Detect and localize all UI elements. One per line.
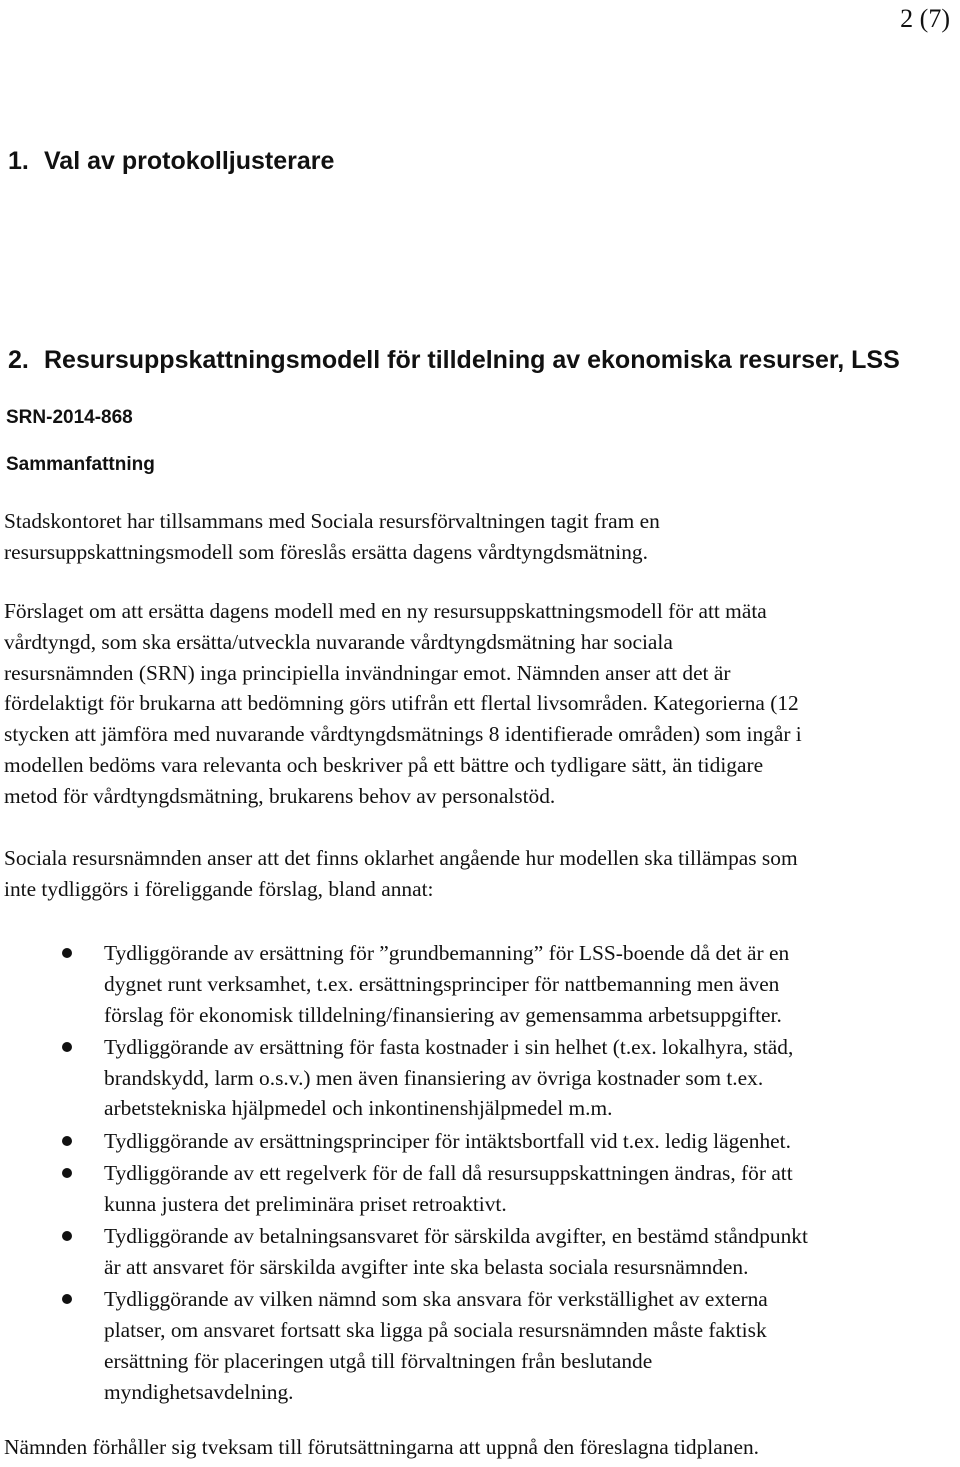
list-item-line: dygnet runt verksamhet, t.ex. ersättningsprinciper för nattbemanning men även	[104, 971, 780, 996]
section-2-title: Resursuppskattningsmodell för tilldelning av ekonomiska resurser, LSS	[44, 346, 900, 374]
list-item-line: Tydliggörande av ersättningsprinciper för intäktsbortfall vid t.ex. ledig lägenhet.	[104, 1128, 791, 1153]
list-item-line: förslag för ekonomisk tilldelning/finansiering av gemensamma arbetsuppgifter.	[104, 1002, 782, 1027]
paragraph-line: vårdtyngd, som ska ersätta/utveckla nuvarande vårdtyngdsmätning har sociala	[4, 629, 673, 654]
concerns-paragraph	[4, 843, 952, 905]
list-item	[0, 1126, 960, 1157]
list-item	[0, 1032, 960, 1124]
proposal-paragraph	[4, 596, 952, 812]
paragraph-line: Sociala resursnämnden anser att det finns oklarhet angående hur modellen ska tillämpas som	[4, 846, 798, 870]
list-item-line: platser, om ansvaret fortsatt ska ligga på sociala resursnämnden måste faktisk	[104, 1318, 767, 1343]
list-item-line: Tydliggörande av ett regelverk för de fall då resursuppskattningen ändras, för att	[104, 1161, 793, 1186]
list-item	[0, 938, 960, 1030]
paragraph-line: modellen bedöms vara relevanta och beskriver på ett bättre och tydligare sätt, än tidigare	[4, 752, 764, 777]
page-number: 2 (7)	[900, 4, 950, 33]
bullet-icon	[62, 1168, 72, 1178]
list-item-line: ersättning för placeringen utgå till förvaltningen från beslutande	[104, 1348, 653, 1373]
paragraph-line: fördelaktigt för brukarna att bedömning görs utifrån ett flertal livsområden. Kategorierna (12	[4, 691, 799, 716]
section-1-title: Val av protokolljusterare	[44, 147, 335, 175]
paragraph-line: Förslaget om att ersätta dagens modell med en ny resursuppskattningsmodell för att mäta	[4, 599, 767, 623]
summary-heading: Sammanfattning	[6, 454, 155, 475]
paragraph-line: Nämnden förhåller sig tveksam till förutsättningarna att uppnå den föreslagna tidplanen.	[4, 1435, 759, 1459]
intro-paragraph	[4, 506, 952, 568]
list-item-line: är att ansvaret för särskilda avgifter inte ska belasta sociala resursnämnden.	[104, 1254, 749, 1279]
bullet-icon	[62, 1136, 72, 1146]
list-item-line: myndighetsavdelning.	[104, 1379, 294, 1404]
bullet-icon	[62, 1294, 72, 1304]
list-item	[0, 1221, 960, 1283]
list-item-line: Tydliggörande av ersättning för ”grundbemanning” för LSS-boende då det är en	[104, 941, 790, 965]
section-1-heading	[8, 145, 334, 177]
paragraph-line: inte tydliggörs i föreliggande förslag, bland annat:	[4, 876, 434, 901]
final-paragraph	[4, 1432, 952, 1463]
list-item-line: Tydliggörande av betalningsansvaret för särskilda avgifter, en bestämd ståndpunkt	[104, 1224, 808, 1249]
list-item-line: kunna justera det preliminära priset retroaktivt.	[104, 1191, 507, 1216]
list-item	[0, 1284, 960, 1407]
bullet-icon	[62, 1231, 72, 1241]
list-item-line: arbetstekniska hjälpmedel och inkontinenshjälpmedel m.m.	[104, 1096, 613, 1121]
concerns-bullet-list	[0, 938, 960, 1409]
paragraph-line: stycken att jämföra med nuvarande vårdtyngdsmätnings 8 identifierade områden) som ingår i	[4, 722, 802, 747]
section-2-heading	[8, 344, 900, 376]
list-item-line: brandskydd, larm o.s.v.) men även finansiering av övriga kostnader som t.ex.	[104, 1065, 764, 1090]
bullet-icon	[62, 948, 72, 958]
section-1-number: 1.	[8, 147, 29, 175]
paragraph-line: resursnämnden (SRN) inga principiella invändningar emot. Nämnden anser att det är	[4, 660, 731, 685]
paragraph-line: Stadskontoret har tillsammans med Sociala resursförvaltningen tagit fram en	[4, 509, 660, 533]
list-item-line: Tydliggörande av vilken nämnd som ska ansvara för verkställighet av externa	[104, 1287, 768, 1312]
paragraph-line: resursuppskattningsmodell som föreslås ersätta dagens vårdtyngdsmätning.	[4, 539, 648, 564]
reference-number: SRN-2014-868	[6, 407, 133, 428]
list-item-line: Tydliggörande av ersättning för fasta kostnader i sin helhet (t.ex. lokalhyra, städ,	[104, 1034, 794, 1059]
section-2-number: 2.	[8, 346, 29, 374]
list-item	[0, 1158, 960, 1220]
paragraph-line: metod för vårdtyngdsmätning, brukarens behov av personalstöd.	[4, 783, 556, 808]
bullet-icon	[62, 1042, 72, 1052]
